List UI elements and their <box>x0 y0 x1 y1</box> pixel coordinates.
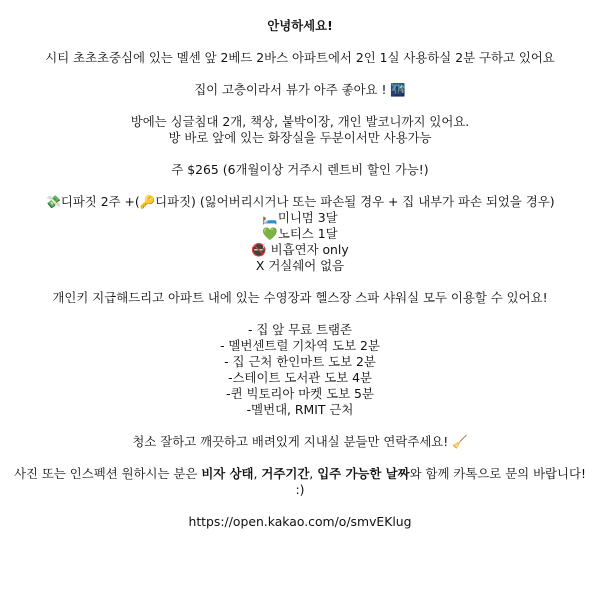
room-description-2: 방 바로 앞에 있는 화장실을 두분이서만 사용가능 <box>168 130 432 145</box>
room-description-1: 방에는 싱글침대 2개, 책상, 붙박이장, 개인 발코니까지 있어요. <box>130 114 470 129</box>
nearby-university: -멜번대, RMIT 근처 <box>246 402 354 417</box>
condition-no-living-share: X 거실쉐어 없음 <box>255 258 345 273</box>
condition-deposit: 💸디파짓 2주 +(🔑디파짓) (잃어버리시거나 또는 파손될 경우 + 집 내부가 파손 되었을 경우) <box>45 194 555 209</box>
greeting: 안녕하세요! <box>267 18 333 33</box>
cleanliness-text: 청소 잘하고 깨끗하고 배려있게 지내실 분들만 연락주세요! 🧹 <box>132 434 468 449</box>
nearby-station: - 멜번센트럴 기차역 도보 2분 <box>220 338 380 353</box>
kakao-link[interactable]: https://open.kakao.com/o/smvEKlug <box>188 514 412 529</box>
intro-text: 시티 초초초중심에 있는 멜센 앞 2베드 2바스 아파트에서 2인 1실 사용하실 2분 구하고 있어요 <box>45 50 555 65</box>
condition-minimum-stay: 🛏️미니멈 3달 <box>262 210 338 225</box>
contact-prefix: 사진 또는 인스펙션 원하시는 분은 <box>14 466 202 481</box>
condition-notice: 💚노티스 1달 <box>262 226 338 241</box>
contact-move-in-date: 입주 가능한 날짜 <box>317 466 410 481</box>
nearby-tram: - 집 앞 무료 트램존 <box>247 322 352 337</box>
facilities-text: 개인키 지급해드리고 아파트 내에 있는 수영장과 헬스장 스파 샤워실 모두 이용할 수 있어요! <box>52 290 548 305</box>
contact-separator-1: , <box>253 466 262 481</box>
contact-separator-2: , <box>309 466 318 481</box>
contact-suffix: 와 함께 카톡으로 문의 바랍니다! :) <box>295 466 586 497</box>
view-text: 집이 고층이라서 뷰가 아주 좋아요 ! 🌃 <box>194 82 406 97</box>
nearby-mart: - 집 근처 한인마트 도보 2분 <box>224 354 376 369</box>
contact-text <box>14 466 586 498</box>
nearby-market: -퀸 빅토리아 마켓 도보 5분 <box>226 386 374 401</box>
condition-non-smoker: 🚭 비흡연자 only <box>251 242 349 257</box>
rent-text: 주 $265 (6개월이상 거주시 렌트비 할인 가능!) <box>171 162 429 177</box>
contact-visa-status: 비자 상태 <box>201 466 254 481</box>
nearby-library: -스테이트 도서관 도보 4분 <box>228 370 372 385</box>
contact-stay-period: 거주기간 <box>261 466 310 481</box>
